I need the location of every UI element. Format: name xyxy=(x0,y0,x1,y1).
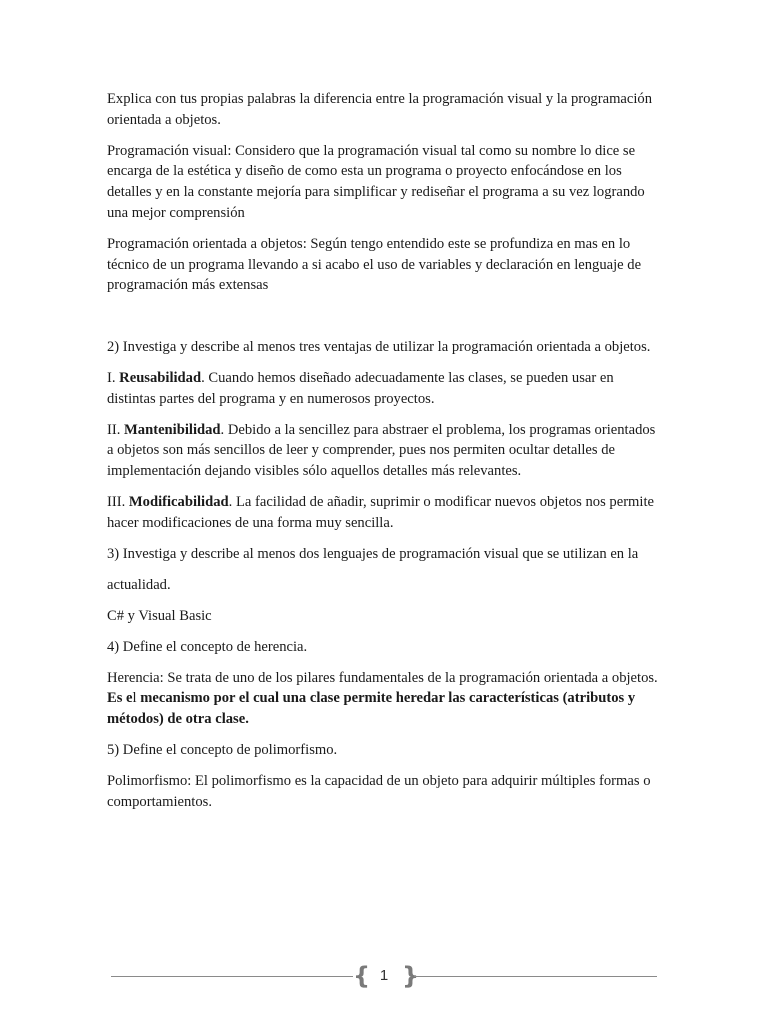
left-brace-icon: { xyxy=(353,962,371,990)
advantage-text: . La facilidad de añadir, suprimir o modificar nuevos objetos nos permite hacer modificaciones de una forma muy sencilla. xyxy=(107,494,654,531)
question-4-prompt: 4) Define el concepto de herencia. xyxy=(107,638,308,655)
answer-inheritance-definition: mecanismo por el cual una clase permite heredar las características (atributos y métodos) de otra clase. xyxy=(107,690,636,728)
document-body xyxy=(107,89,663,823)
advantage-term: Modificabilidad xyxy=(128,494,229,511)
advantage-item xyxy=(107,368,663,409)
right-brace-icon: } xyxy=(402,962,420,990)
advantage-text: . Debido a la sencillez para abstraer el problema, los programas orientados a objetos son más sencillos de leer y comprender, pues nos permiten ocultar detalles de implementación dejando visibles sólo aquellos detalles más relevantes. xyxy=(107,421,656,480)
page-footer xyxy=(111,962,657,992)
advantage-item xyxy=(107,492,663,533)
advantage-term: Reusabilidad xyxy=(119,369,202,386)
answer-inheritance-bold-start: Es e xyxy=(107,690,133,707)
page-number: 1 xyxy=(379,967,389,984)
advantage-numeral: I. xyxy=(107,369,120,386)
advantage-numeral: II. xyxy=(107,421,125,438)
answer-inheritance-intro: Herencia: Se trata de uno de los pilares fundamentales de la programación orientada a objetos. xyxy=(107,669,658,686)
answer-polymorphism: Polimorfismo: El polimorfismo es la capacidad de un objeto para adquirir múltiples formas o comportamientos. xyxy=(107,773,651,810)
advantage-item xyxy=(107,420,663,482)
footer-rule-right xyxy=(414,976,657,977)
question-3-prompt-continuation: actualidad. xyxy=(107,576,171,593)
answer-visual-programming: Programación visual: Considero que la programación visual tal como su nombre lo dice se encarga de la estética y diseño de como esta un programa o proyecto enfocándose en los detalles y en la constante mejoría para simplificar y rediseñar el programa a su vez logrando una mejor comprensión xyxy=(107,142,645,221)
advantage-numeral: III. xyxy=(107,494,129,511)
advantage-term: Mantenibilidad xyxy=(124,421,221,438)
question-2-prompt: 2) Investiga y describe al menos tres ventajas de utilizar la programación orientada a objetos. xyxy=(107,338,651,355)
question-3-prompt: 3) Investiga y describe al menos dos lenguajes de programación visual que se utilizan en la xyxy=(107,545,639,562)
footer-rule-left xyxy=(111,976,353,977)
advantage-text: . Cuando hemos diseñado adecuadamente las clases, se pueden usar en distintas partes del programa y en numerosos proyectos. xyxy=(107,369,614,407)
question-1-prompt: Explica con tus propias palabras la diferencia entre la programación visual y la programación orientada a objetos. xyxy=(107,91,653,128)
answer-object-oriented-programming: Programación orientada a objetos: Según tengo entendido este se profundiza en mas en lo técnico de un programa llevando a si acabo el uso de variables y declaración en lenguaje de programación más extensas xyxy=(107,235,642,294)
answer-inheritance xyxy=(107,668,663,730)
question-5-prompt: 5) Define el concepto de polimorfismo. xyxy=(107,742,338,759)
answer-inheritance-plain-letter: l xyxy=(132,690,141,707)
answer-visual-languages: C# y Visual Basic xyxy=(107,607,212,624)
